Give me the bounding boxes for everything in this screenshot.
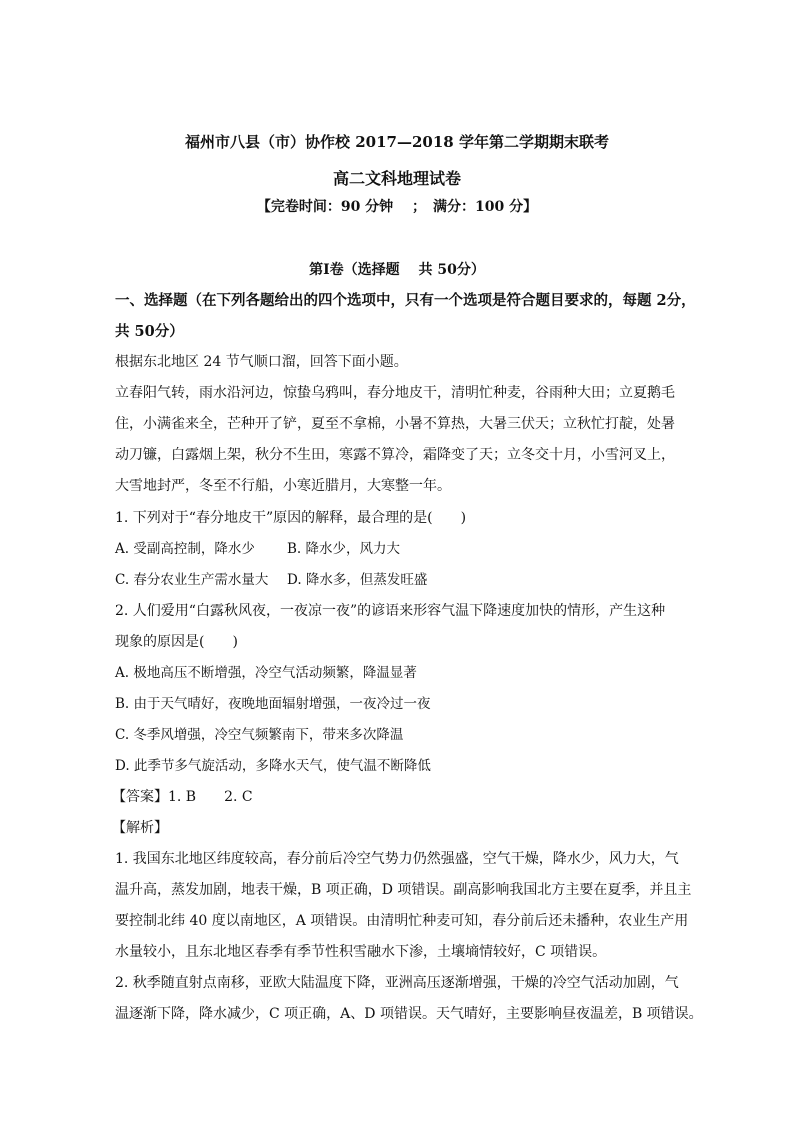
analysis-line: 1. 我国东北地区纬度较高，春分前后冷空气势力仍然强盛，空气干燥，降水少，风力大，气 xyxy=(115,851,679,867)
exam-info: 【完卷时间：90 分钟 ； 满分：100 分】 xyxy=(256,199,538,215)
section-heading-line-1: 一、选择题（在下列各题给出的四个选项中，只有一个选项是符合题目要求的，每题 2分， xyxy=(115,292,696,309)
question-2 xyxy=(115,596,681,782)
question-1-option-a: A. 受副高控制，降水少 xyxy=(115,541,255,557)
question-1 xyxy=(115,503,681,596)
poem-line: 立春阳气转，雨水沿河边，惊蛰乌鸦叫，春分地皮干，清明忙种麦，谷雨种大田；立夏鹅毛 xyxy=(115,385,675,401)
question-group-intro xyxy=(115,347,681,378)
poem-block xyxy=(115,378,681,502)
analysis-line: 要控制北纬 40 度以南地区，A 项错误。由清明忙种麦可知，春分前后还未播种，农业生产用 xyxy=(115,913,689,929)
question-1-option-b: B. 降水少，风力大 xyxy=(287,541,401,557)
analysis-label: 【解析】 xyxy=(112,820,168,836)
question-1-stem: 1. 下列对于“春分地皮干”原因的解释，最合理的是( ) xyxy=(115,510,467,526)
analysis-line: 水量较小，且东北地区春季有季节性积雪融水下渗，土壤墒情较好，C 项错误。 xyxy=(115,944,607,960)
exam-title: 福州市八县（市）协作校 2017—2018 学年第二学期期末联考 xyxy=(185,133,609,151)
question-1-option-c: C. 春分农业生产需水量大 xyxy=(115,572,269,588)
analysis-line: 2. 秋季随直射点南移，亚欧大陆温度下降，亚洲高压逐渐增强，干燥的冷空气活动加剧，气 xyxy=(115,975,679,991)
analysis-line: 温逐渐下降，降水减少，C 项正确，A、D 项错误。天气晴好，主要影响昼夜温差，B 项错误。 xyxy=(115,1006,703,1022)
section-heading-line-2: 共 50分） xyxy=(115,323,184,340)
question-2-option-b: B. 由于天气晴好，夜晚地面辐射增强，一夜冷过一夜 xyxy=(115,696,431,712)
question-2-option-a: A. 极地高压不断增强，冷空气活动频繁，降温显著 xyxy=(115,665,417,681)
analysis-line: 温升高，蒸发加剧，地表干燥，B 项正确，D 项错误。副高影响我国北方主要在夏季，并且主 xyxy=(115,882,692,898)
poem-line: 动刀镰，白露烟上架，秋分不生田，寒露不算冷，霜降变了天；立冬交十月，小雪河叉上， xyxy=(115,447,675,463)
question-2-option-d: D. 此季节多气旋活动，多降水天气，使气温不断降低 xyxy=(115,758,431,774)
volume-title: 第Ⅰ卷（选择题 共 50分） xyxy=(309,262,485,278)
question-2-stem-line-1: 2. 人们爱用“白露秋风夜，一夜凉一夜”的谚语来形容气温下降速度加快的情形，产生这种 xyxy=(115,603,666,619)
question-2-option-c: C. 冬季风增强，冷空气频繁南下，带来多次降温 xyxy=(115,727,404,743)
intro-text: 根据东北地区 24 节气顺口溜，回答下面小题。 xyxy=(115,354,408,370)
analysis-block xyxy=(115,844,703,1030)
answer-line: 【答案】1. B 2. C xyxy=(112,789,253,805)
section-heading xyxy=(115,285,696,347)
question-2-stem-line-2: 现象的原因是( ) xyxy=(115,634,238,650)
question-1-options-row-1 xyxy=(115,534,681,565)
question-1-options-row-2 xyxy=(115,565,681,596)
exam-subtitle: 高二文科地理试卷 xyxy=(332,169,461,188)
poem-line: 大雪地封严，冬至不行船，小寒近腊月，大寒整一年。 xyxy=(115,478,451,494)
poem-line: 住，小满雀来全，芒种开了铲，夏至不拿棉，小暑不算热，大暑三伏天；立秋忙打靛，处暑 xyxy=(115,416,675,432)
answer-block xyxy=(112,782,678,844)
question-1-option-d: D. 降水多，但蒸发旺盛 xyxy=(287,572,428,588)
